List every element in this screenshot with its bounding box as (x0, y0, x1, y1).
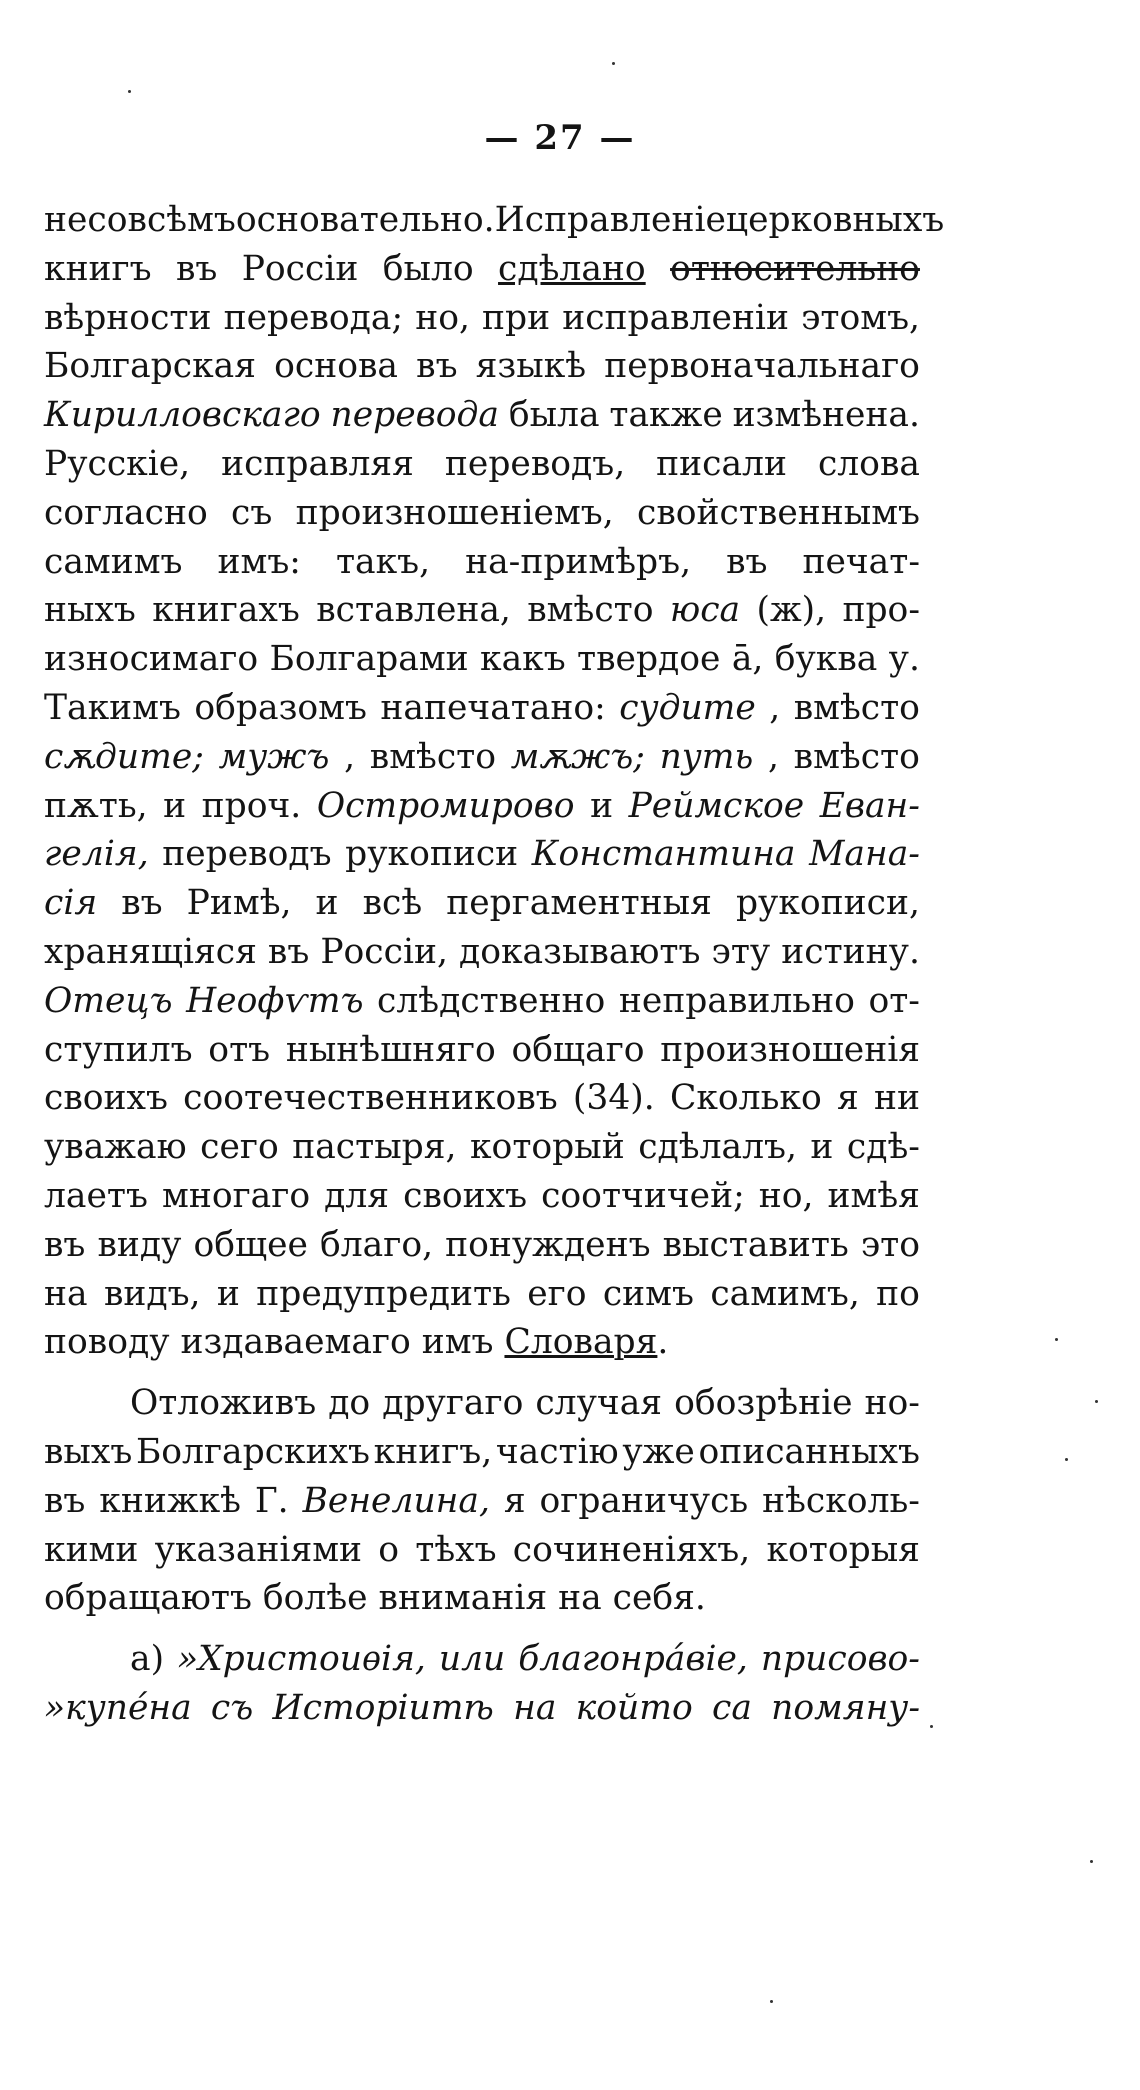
word: но, (758, 1175, 814, 1216)
word: имъ: (217, 541, 301, 582)
word: Константина (531, 834, 796, 875)
word: въ (121, 883, 163, 924)
text-line (44, 1379, 920, 1428)
word: въ (44, 1480, 86, 1521)
word: Исторіитѣ (272, 1687, 494, 1728)
word: , (768, 736, 779, 777)
text-line (44, 782, 920, 831)
text-line (44, 684, 920, 733)
word: этомъ, (801, 297, 920, 338)
text-line (44, 586, 920, 635)
word: слова (817, 443, 920, 484)
body-text (44, 196, 945, 1733)
word: было (382, 248, 474, 289)
text-run: обращаютъ болѣе вниманія на себя. (44, 1578, 706, 1619)
word: Россіи, (320, 931, 448, 972)
word: про- (842, 590, 920, 631)
word: въ (44, 1224, 86, 1265)
text-line (44, 1684, 920, 1733)
word: частію (495, 1431, 619, 1472)
word: и (315, 883, 339, 924)
word: на (513, 1687, 557, 1728)
word: исправленіи (562, 297, 789, 338)
word: соотчичей; (541, 1175, 745, 1216)
word: сѫдите; (44, 736, 204, 777)
text-line (44, 879, 920, 928)
word: измѣнена. (732, 395, 920, 436)
word: и (216, 1273, 240, 1314)
word: исправляя (221, 443, 414, 484)
word: это (860, 1224, 920, 1265)
word: на-примѣръ, (465, 541, 692, 582)
word: (ж), (756, 590, 827, 631)
text-line (44, 245, 920, 294)
word: Болгарскихъ (135, 1431, 370, 1472)
word: сдѣ- (846, 1127, 920, 1168)
word: Исправленіе (494, 200, 726, 240)
word: Болгарами (269, 639, 469, 680)
word: общее (193, 1224, 308, 1265)
text-line (44, 1477, 920, 1526)
word: Кирилловскаго (44, 395, 321, 436)
word: языкѣ (475, 346, 587, 387)
scan-speck (612, 62, 615, 65)
word: мѫжъ; (510, 736, 645, 777)
word: выхъ (44, 1431, 133, 1472)
text-line (44, 440, 920, 489)
word: ступилъ (44, 1029, 193, 1070)
word: Неофѵтъ (186, 980, 364, 1021)
word: церковныхъ (725, 200, 945, 240)
text-line (44, 733, 920, 782)
word: проч. (201, 785, 302, 826)
text-line (44, 1526, 920, 1575)
word: въ (267, 931, 310, 972)
word: помяну- (771, 1687, 920, 1728)
word: Венелина, (302, 1480, 490, 1521)
word: рукописи, (735, 883, 920, 924)
word: гелія, (44, 834, 149, 875)
word: совсѣмъ (87, 200, 236, 240)
word: сдѣлано (498, 248, 646, 289)
word: вмѣсто (527, 590, 654, 631)
word: от- (868, 980, 920, 1021)
word: выставить (662, 1224, 849, 1265)
word: Мана- (809, 834, 920, 875)
word: тѣхъ (415, 1529, 497, 1570)
text-run: Словаря (504, 1322, 658, 1363)
word: износимаго (44, 639, 259, 680)
word: виду (97, 1224, 182, 1265)
word: уже (622, 1431, 695, 1472)
word: Отецъ (44, 980, 173, 1021)
text-line (44, 538, 920, 587)
word: основательно. (235, 200, 495, 240)
word: другаго (382, 1383, 524, 1424)
word: Римѣ, (186, 883, 292, 924)
text-line (44, 635, 920, 684)
word: въ (175, 248, 218, 289)
word: мужъ (218, 736, 330, 777)
text-line (44, 391, 920, 440)
word: своихъ (403, 1175, 528, 1216)
word: Еван- (819, 785, 920, 826)
word: който (575, 1687, 693, 1728)
word: лаетъ (44, 1175, 148, 1216)
text-line (44, 196, 945, 245)
word: случая (535, 1383, 663, 1424)
word: перевода; (223, 297, 404, 338)
page-number: — 27 — (484, 118, 636, 158)
word: ни (873, 1078, 920, 1119)
word: я (503, 1480, 526, 1521)
text-line (44, 342, 920, 391)
text-line (44, 1074, 920, 1123)
word: и (163, 785, 187, 826)
word: Сколько (669, 1078, 822, 1119)
word: описанныхъ (698, 1431, 920, 1472)
word: книгъ (44, 248, 152, 289)
word: имѣя (827, 1175, 920, 1216)
word: книгахъ (152, 590, 300, 631)
word: эту (711, 931, 771, 972)
word: я (836, 1078, 859, 1119)
word: и (810, 1127, 834, 1168)
text-line (44, 1026, 920, 1075)
word: сочиненіяхъ, (512, 1529, 751, 1570)
word: согласно (44, 492, 208, 533)
word: понужденъ (445, 1224, 651, 1265)
word: присово- (760, 1639, 920, 1680)
text-line (44, 1318, 920, 1367)
text-line (44, 1123, 920, 1172)
word: о (378, 1529, 400, 1570)
word: сдѣлалъ, (638, 1127, 797, 1168)
word: для (324, 1175, 390, 1216)
scan-speck (770, 2000, 773, 2003)
word: въ (416, 346, 458, 387)
word: слѣдственно (377, 980, 606, 1021)
word: уважаю (44, 1127, 187, 1168)
word: основа (274, 346, 398, 387)
word: пергаментныя (446, 883, 712, 924)
word: какъ (480, 639, 566, 680)
word: ограничусь (539, 1480, 749, 1521)
word: печат- (802, 541, 920, 582)
word: Отложивъ (130, 1383, 317, 1424)
word: перевода (330, 395, 499, 436)
word: ныхъ (44, 590, 136, 631)
word: сія (44, 883, 98, 924)
text-line (44, 977, 920, 1026)
text-run: поводу издаваемаго имъ (44, 1322, 505, 1363)
text-line (44, 294, 920, 343)
word: благонрáвіе, (518, 1639, 748, 1680)
word: относительно (670, 248, 920, 289)
word: по (876, 1273, 920, 1314)
word: рукописи (345, 834, 519, 875)
word: буква (774, 639, 878, 680)
word: кими (44, 1529, 139, 1570)
word: видъ, (103, 1273, 201, 1314)
paragraph-gap (44, 1367, 920, 1379)
scan-speck (128, 90, 131, 93)
word: свойственнымъ (637, 492, 920, 533)
word: всѣ (362, 883, 423, 924)
word: Г. (254, 1480, 289, 1521)
scan-speck (1065, 1458, 1068, 1461)
word: который (469, 1127, 625, 1168)
word: многаго (162, 1175, 311, 1216)
word: »Христоиѳія, (176, 1639, 426, 1680)
word: общаго (511, 1029, 645, 1070)
word: хранящіяся (44, 931, 257, 972)
word: образомъ (194, 687, 367, 728)
word: истину. (781, 931, 920, 972)
word: вставлена, (316, 590, 511, 631)
word: при (482, 297, 551, 338)
word: сего (200, 1127, 279, 1168)
text-line (44, 928, 920, 977)
word: са (712, 1687, 752, 1728)
word: не (44, 200, 88, 240)
word: до (328, 1383, 371, 1424)
scan-speck (1090, 1860, 1093, 1863)
word: но- (864, 1383, 920, 1424)
word: путь (659, 736, 754, 777)
text-run: . (657, 1322, 669, 1363)
word: благо, (319, 1224, 434, 1265)
word: самимъ, (710, 1273, 860, 1314)
word: Такимъ (44, 687, 181, 728)
word: вмѣсто (793, 736, 920, 777)
text-line (44, 1270, 920, 1319)
word: предупредить (256, 1273, 511, 1314)
word: книжкѣ (99, 1480, 241, 1521)
word: или (438, 1639, 506, 1680)
word: ā, (731, 639, 764, 680)
word: первоначальнаго (604, 346, 920, 387)
word: вѣрности (44, 297, 212, 338)
word: такъ, (335, 541, 431, 582)
word: пастыря, (292, 1127, 457, 1168)
word: обозрѣніе (674, 1383, 853, 1424)
word: вмѣсто (369, 736, 497, 777)
word: съ (231, 492, 273, 533)
word: на (44, 1273, 88, 1314)
word: самимъ (44, 541, 183, 582)
text-line (44, 1172, 920, 1221)
word: нѣсколь- (762, 1480, 920, 1521)
word: твердое (577, 639, 721, 680)
word: его (527, 1273, 587, 1314)
text-line (44, 1221, 920, 1270)
word: но, (415, 297, 470, 338)
word: , (344, 736, 356, 777)
word: нынѣшняго (285, 1029, 496, 1070)
scan-speck (930, 1725, 933, 1728)
word: въ (726, 541, 768, 582)
word: доказываютъ (458, 931, 701, 972)
text-line (44, 1428, 920, 1477)
word: съ (210, 1687, 254, 1728)
word: произношенія (660, 1029, 920, 1070)
word: которыя (766, 1529, 920, 1570)
word: также (609, 395, 723, 436)
word: неправильно (618, 980, 855, 1021)
word: симъ (602, 1273, 694, 1314)
word: а) (130, 1639, 165, 1680)
text-line (44, 489, 920, 538)
word: своихъ (44, 1078, 168, 1119)
word: »купéна (44, 1687, 192, 1728)
word: Болгарская (44, 346, 256, 387)
word: Остромирово (316, 785, 575, 826)
paragraph-gap (44, 1623, 920, 1635)
word: произношеніемъ, (295, 492, 614, 533)
text-line (44, 1635, 920, 1684)
word: судите (619, 687, 756, 728)
word: , (769, 687, 781, 728)
word: юса (669, 590, 741, 631)
text-line (44, 1574, 920, 1623)
word: и (590, 785, 614, 826)
word: Русскіе, (44, 443, 191, 484)
word: книгъ, (373, 1431, 493, 1472)
word: (34). (572, 1078, 655, 1119)
text-line (44, 830, 920, 879)
word: переводъ, (444, 443, 626, 484)
word: была (508, 395, 600, 436)
word: у. (888, 639, 920, 680)
word: указаніями (154, 1529, 363, 1570)
word: напечатано: (380, 687, 606, 728)
scan-speck (1055, 1338, 1058, 1341)
word: переводъ (162, 834, 332, 875)
word: Россіи (241, 248, 359, 289)
scan-speck (1095, 1400, 1098, 1403)
word: писали (656, 443, 787, 484)
word: Реймское (628, 785, 805, 826)
word: соотечественниковъ (183, 1078, 558, 1119)
word: пѫть, (44, 785, 148, 826)
word: отъ (208, 1029, 271, 1070)
word: вмѣсто (793, 687, 920, 728)
